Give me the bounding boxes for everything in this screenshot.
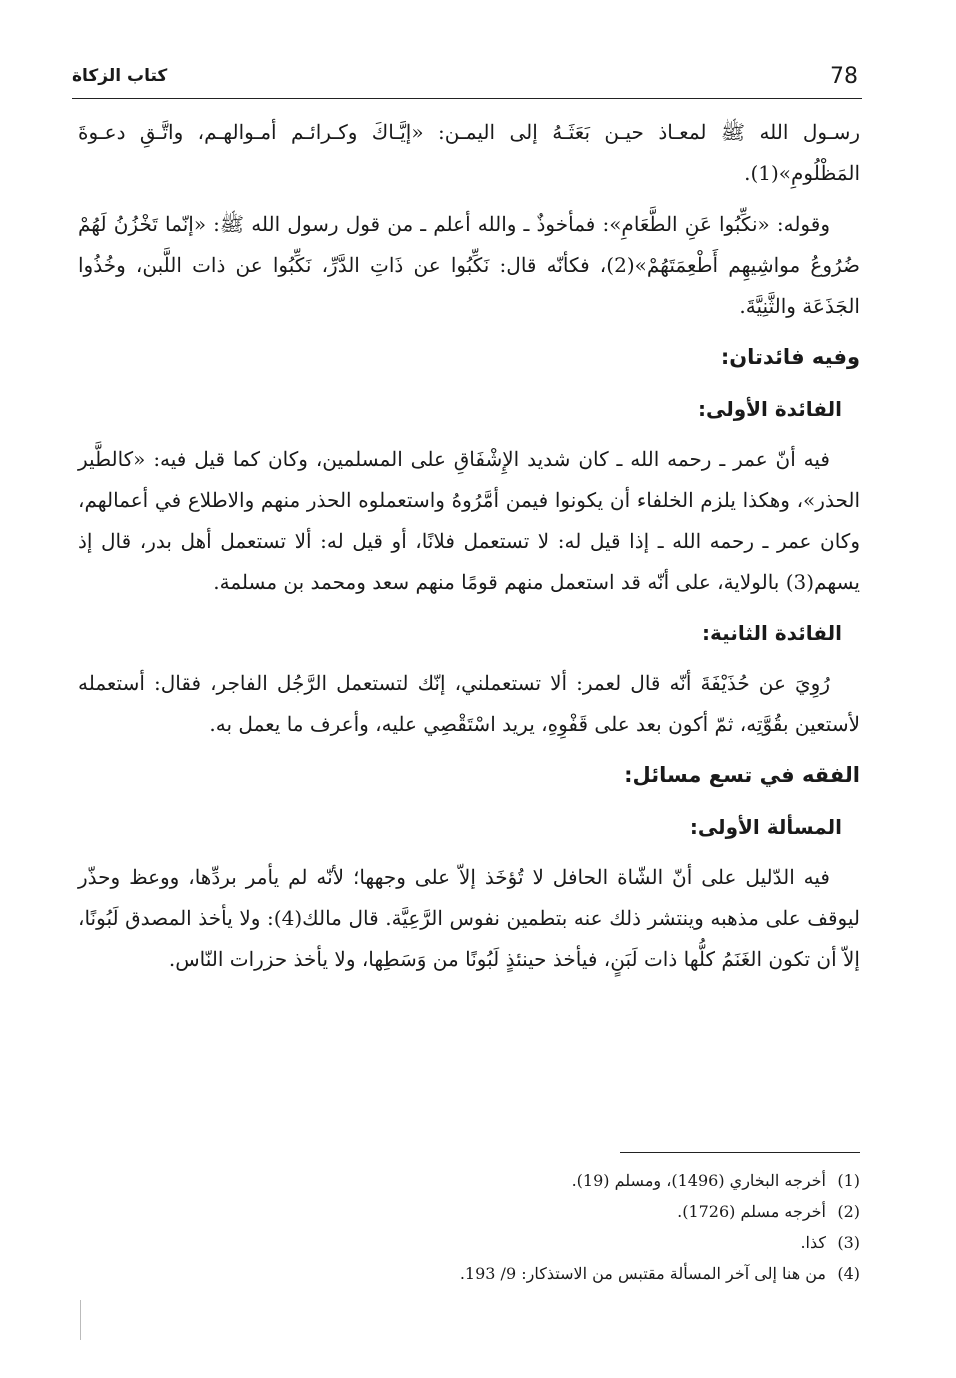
paragraph-2: وقوله: «نكِّبُوا عَنِ الطَّعَامِ»: فمأخوذٌ ـ والله أعلم ـ من قول رسول الله ﷺ: «إنّما تَخْزُنُ لَهُمْ ضُرُوعُ مواشِيهِم أَطْعِمَتَهُمْ»(2)، فكأنّه قال: نَكِّبُوا عن ذَاتِ الدَّرِّ، نَكِّبُوا عن ذات اللَّبن، وخُذُوا الجَذَعَة والثَّنِيَّةَ.: [78, 212, 860, 318]
footnote-separator: [620, 1152, 860, 1153]
paragraph-3: فيه أنّ عمر ـ رحمه الله ـ كان شديد الإِشْفَاقِ على المسلمين، وكان كما قيل فيه: «كالطَّير الحذر»، وهكذا يلزم الخلفاء أن يكونوا فيمن أمَّرُوهُ واستعملوه الحذر منهم والاطلاع في أعمالهم، وكان عمر ـ رحمه الله ـ إذا قيل له: لا تستعمل فلانًا، أو قيل له: ألا تستعمل أهل بدر، قال إذ يسهم(3) بالولاية، على أنّه قد استعمل منهم قومًا منهم سعد ومحمد بن مسلمة.: [78, 447, 860, 594]
paragraph-4: رُوِيَ عن حُذَيْفَةَ أنّه قال لعمر: ألا تستعملني، إنّك لتستعمل الرَّجُل الفاجر، فقال: أستعمله لأستعين بقُوَّتِه، ثمّ أكون بعد على قَفْوِهِ، يريد اسْتَقْصِي عليه، وأعرف ما يعمل به.: [78, 671, 860, 736]
footnote-item: [300, 1227, 860, 1258]
footnote-number: (2): [837, 1202, 860, 1221]
footnote-item: [300, 1165, 860, 1196]
subheading-first-benefit: الفائدة الأولى:: [697, 397, 842, 421]
footnote-number: (4): [837, 1264, 860, 1283]
footnote-number: (3): [837, 1233, 860, 1252]
footnote-text: من هنا إلى آخر المسألة مقتبس من الاستذكار: 9/ 193.: [459, 1264, 826, 1283]
subheading-first-issue: المسألة الأولى:: [689, 815, 842, 839]
section-heading-benefits: وفيه فائدتان:: [720, 345, 860, 369]
section-heading-fiqh: الفقه في تسع مسائل:: [624, 763, 860, 787]
footnote-item: [300, 1258, 860, 1289]
footnote-text: كذا.: [800, 1233, 826, 1252]
page-number: 78: [830, 64, 858, 89]
paragraph-1: رسـول الله ﷺ لمعـاذ حيـن بَعَثَـهُ إلى اليمـن: «إيَّـاكَ وكـرائـم أمـوالهـم، واتَّـقِ دعـوةَ المَظْلُومِ»(1).: [78, 120, 860, 185]
subheading-second-benefit: الفائدة الثانية:: [702, 621, 842, 645]
footnote-text: أخرجه مسلم (1726).: [677, 1202, 826, 1221]
footnote-number: (1): [837, 1171, 860, 1190]
running-title: كتاب الزكاة: [72, 66, 168, 86]
footnote-item: [300, 1196, 860, 1227]
footnote-text: أخرجه البخاري (1496)، ومسلم (19).: [571, 1171, 826, 1190]
paragraph-5: فيه الدّليل على أنّ الشّاة الحافل لا تُؤخَذ إلاّ على وجهها؛ لأنّه لم يأمر بردِّها، ووعظ وحذّر ليوقف على مذهبه وينتشر ذلك عنه بتطمين نفوس الرَّعِيَّة. قال مالك(4): ولا يأخذ المصدق لَبُونًا، إلاّ أن تكون الغَنَمُ كلُّها ذات لَبَنٍ، فيأخذ حينئذٍ لَبُونًا من وَسَطِها، ولا يأخذ حزرات النّاس.: [78, 865, 860, 971]
footnotes: [300, 1165, 860, 1289]
scan-margin-line: [80, 1300, 82, 1340]
page-header: [72, 62, 862, 99]
main-text: [78, 112, 860, 990]
